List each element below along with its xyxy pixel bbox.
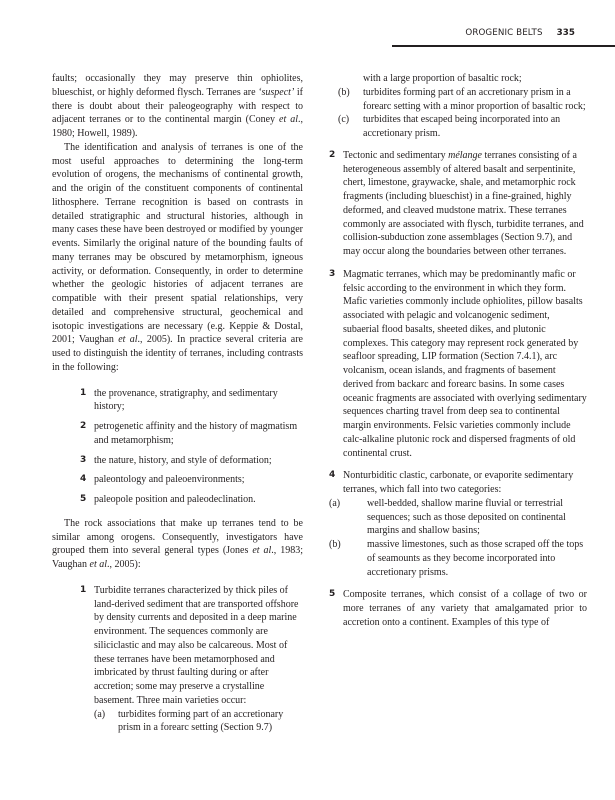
sub-text: well-bedded, shallow marine fluvial or terrestrial sequences; such as those deposited on continental margins and shallow basins; [367,497,566,537]
item-number: 5 [329,589,336,600]
et-al: et al [252,545,272,557]
terrane-types-list-left [80,584,303,735]
item-text: the nature, history, and style of deformation; [94,454,272,466]
sub-item [329,538,587,579]
running-header [0,24,615,48]
left-column [52,72,303,741]
text-run: ., 2005). In practice several criteria are used to distinguish the identity of terranes, including contrasts in the following: [52,334,303,373]
terrane-type-1 [80,584,303,735]
text-run: Tectonic and sedimentary [343,149,449,161]
criteria-list [80,387,303,507]
list-item [80,493,303,507]
melange-term: mélange [448,149,482,161]
list-item [80,420,303,448]
item-number: 1 [80,584,87,595]
sub-label: (b) [329,539,341,550]
item-number: 4 [329,470,336,481]
suspect-term: ‘suspect’ [258,86,295,98]
et-al: et al [118,334,138,346]
page-number: 335 [556,28,575,38]
terrane-type-5 [329,588,587,629]
item-text: petrogenetic affinity and the history of magmatism and metamorphism; [94,421,298,446]
sub-text-continued: with a large proportion of basaltic rock; [363,73,522,84]
item-text: paleopole position and paleodeclination. [94,494,256,505]
sub-item [94,708,303,736]
terrane-type-4 [329,469,587,579]
text-run: The rock associations that make up terranes tend to be similar among orogens. Consequently, investigators have grouped them into several general types (Jones [52,517,303,557]
type1-continuation [329,72,587,141]
terrane-type-2 [329,149,587,259]
text-run: ., 1983; Vaughan [52,545,304,570]
sub-label: (c) [338,114,350,126]
et-al: et al [89,559,107,570]
text-run: if there is doubt about their paleogeography with respect to adjacent terranes or to the continental margin (Coney [52,86,303,126]
sub-text: turbidites forming part of an accretionary prism in a forearc setting with a minor proportion of basaltic rock; [363,86,586,112]
text-run: faults; occasionally they may preserve thin ophiolites, blueschist, or highly deformed flysch. Terranes are [52,73,303,98]
paragraph-rock-associations [52,517,303,572]
sub-item [329,86,587,114]
item-text: Composite terranes, which consist of a collage of two or more terranes of any variety that amalgamated prior to accretion onto a continent. Examples of this type of [343,589,587,628]
item-number: 3 [329,268,336,279]
et-al: et al [279,114,298,126]
text-run: ., 1980; Howell, 1989). [52,114,303,139]
terrane-type-3 [329,268,587,461]
text-run: ., 2005): [107,559,141,570]
item-number: 5 [80,494,87,504]
terrane-types-list-right [329,149,587,630]
paragraph-terranes-suspect [52,72,303,141]
text-run: The identification and analysis of terranes is one of the most useful approaches to determining the long-term evolution of orogens, the mechanisms of continental growth, and the origin of the constituent components of continental lithosphere. Terrane recognition is based on contrasts in detailed stratigraphic and structural histories, although in many cases these have been destroyed or modified by younger events. Similarly the original nature of the bounding faults of many terranes may be obscured by metamorphism, igneous activity, or deformation. Consequently, in order to determine whether the geologic histories of adjacent terranes are compatible with their present spatial relationships, very detailed and comprehensive structural, geochemical and isotopic investigations are necessary (e.g. Keppie & Dostal, 2001; Vaughan [52,141,303,346]
item-text: the provenance, stratigraphy, and sedimentary history; [94,387,278,413]
sub-text: turbidites forming part of an accretionary prism in a forearc setting (Section 9.7) [118,708,284,734]
sub-text: turbidites that escaped being incorporated into an accretionary prism. [363,114,561,139]
running-title: OROGENIC BELTS [465,28,543,38]
item-number: 3 [80,454,87,465]
list-item [80,387,303,415]
item-number: 2 [80,421,87,431]
sub-text: massive limestones, such as those scraped off the tops of seamounts as they become incorporated into accretionary prisms. [367,539,584,578]
item-text: Turbidite terranes characterized by thick piles of land-derived sediment that are transported offshore by density currents and deposited in a deep marine environment. The sequences commonly are siliciclastic and may also be calcareous. Most of these terranes have been metamorphosed and imbricated by thrust faulting during or after accretion; some may preserve a crystalline basement. Three main varieties occur: [94,584,299,706]
list-item [80,473,303,487]
item-number: 4 [80,474,87,485]
paragraph-terrane-identification [52,141,303,375]
item-number: 1 [80,387,87,398]
sub-label: (a) [329,497,341,509]
right-column [329,72,587,639]
sub-item [329,113,587,141]
sub-item [329,497,587,538]
item-text: paleontology and paleoenvironments; [94,474,245,486]
header-rule [392,45,615,47]
header-text [465,28,575,38]
item-text: Nonturbiditic clastic, carbonate, or evaporite sedimentary terranes, which fall into two categories: [343,470,574,495]
text-run: terranes consisting of a heterogeneous assembly of altered basalt and serpentinite, chert, limestone, graywacke, shale, and metamorphic rock fragments (including blueschist) in a fine-grained, highly deformed, and cleaved mudstone matrix. These terranes commonly are associated with flysch, turbidite terranes, and collision-subduction zone assemblages (Section 9.7), and may occur along the boundaries between other terranes. [343,149,584,257]
sub-label: (b) [338,86,350,98]
list-item [80,454,303,468]
item-text: Magmatic terranes, which may be predominantly mafic or felsic according to the environment in which they form. Mafic varieties commonly include ophiolites, pillow basalts associated with pelagic and volcanogenic sediment, subaerial flood basalts, sheeted dikes, and plutonic complexes. This category may represent rock generated by seafloor spreading, LIP formation (Section 7.4.1), arc volcanism, ocean islands, and fragments of basement derived from backarc and forearc basins. In some cases oceanic fragments are associated with overlying sedimentary sequences charting travel from deep sea to continental margin environments. Felsic varieties commonly include calc-alkaline plutonic rock and dispersed fragments of old continental crust. [343,268,587,459]
item-number: 2 [329,149,336,160]
sub-label: (a) [94,708,106,720]
